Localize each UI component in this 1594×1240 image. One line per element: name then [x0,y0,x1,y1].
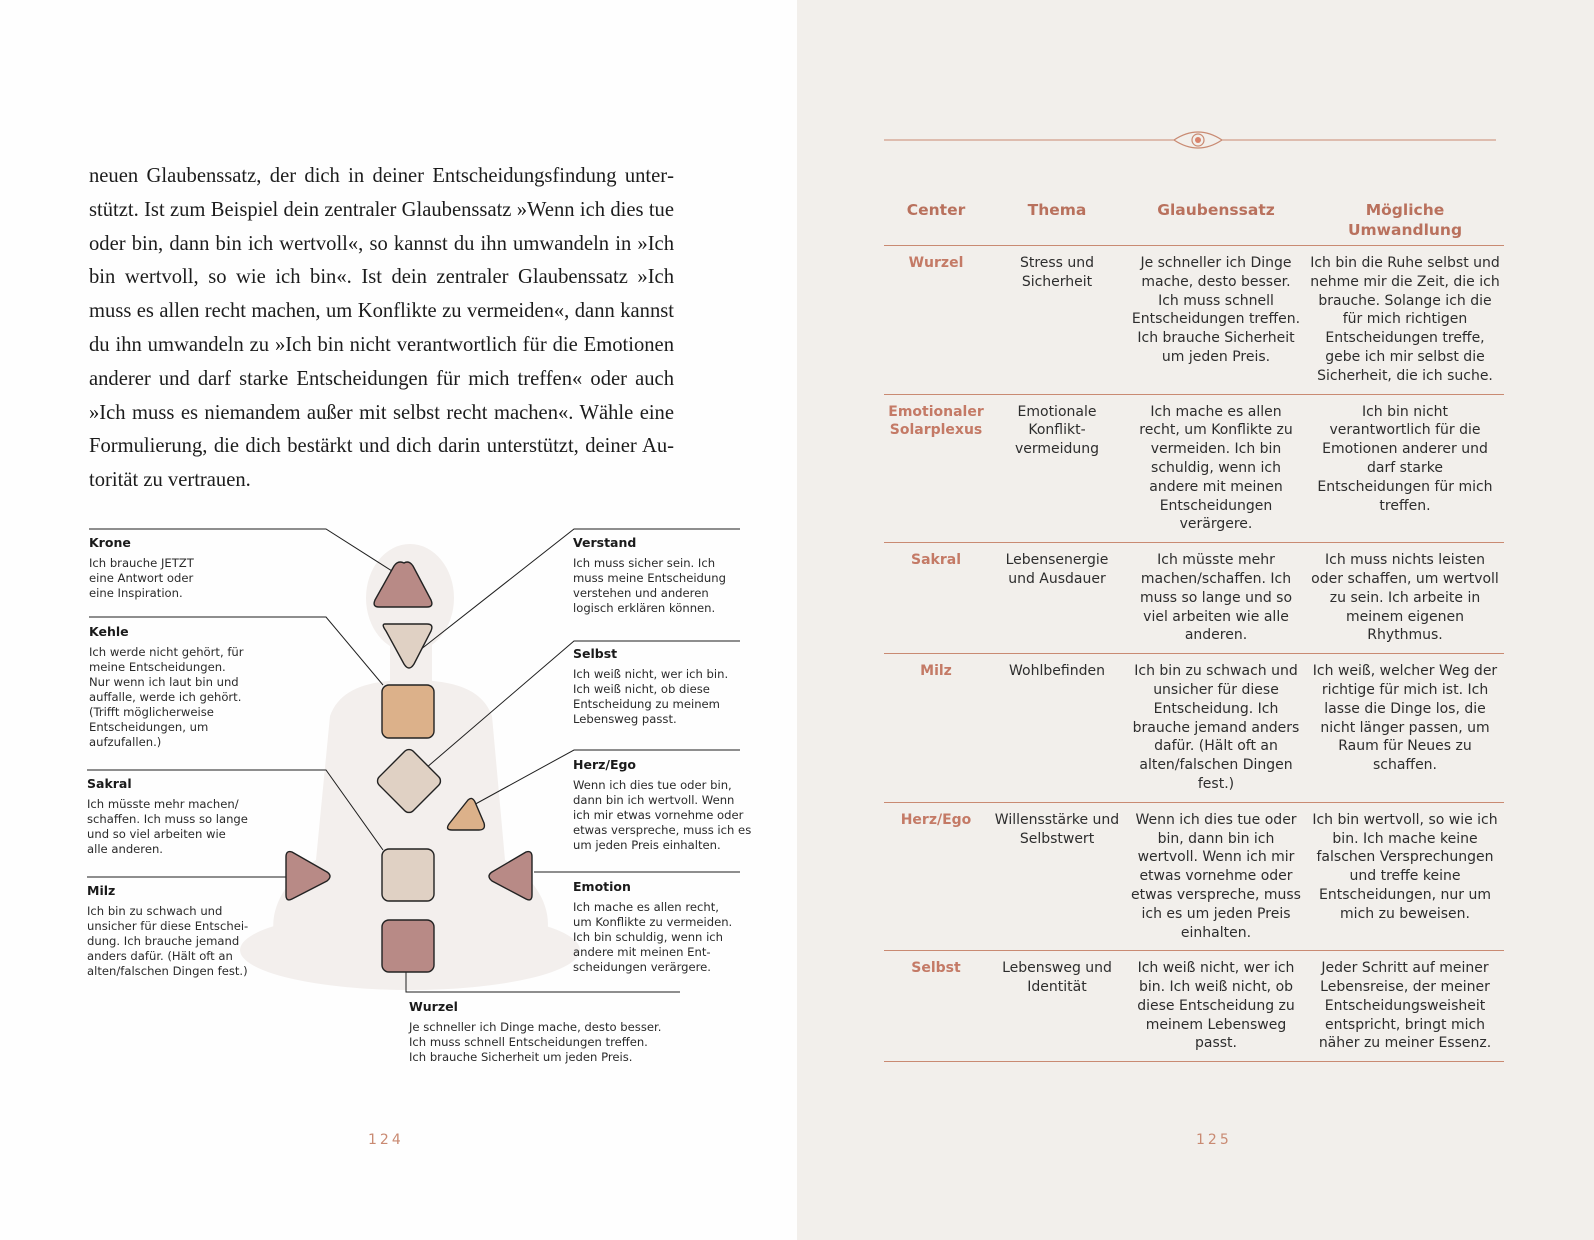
label-kehle [89,624,319,750]
label-herz-title: Herz/Ego [573,757,637,772]
label-wurzel-text: Je schneller ich Dinge mache, desto besser. Ich muss schnell Entscheidungen treffen. Ich brauche Sicherheit um jeden Preis. [409,1020,662,1064]
label-milz-title: Milz [87,883,116,898]
label-kehle-text: Ich werde nicht gehört, für meine Entscheidungen. Nur wenn ich laut bin und auffalle, werde ich gehört. (Trifft möglicherweise Entscheidungen, um aufzufallen.) [89,645,244,749]
cell-thema: Stress und Sicherheit [988,246,1126,395]
label-milz [87,883,317,979]
eye-ornament [884,126,1496,154]
cell-glaubenssatz: Ich bin zu schwach und unsicher für diese Entscheidung. Ich brauche jemand anders dafür. (Hält oft an alten/falschen Dingen fest.) [1126,654,1306,803]
label-verstand-text: Ich muss sicher sein. Ich muss meine Entscheidung verstehen und anderen logisch erklären können. [573,556,726,615]
cell-center: Emotionaler Solarplexus [884,394,988,543]
label-verstand [573,535,793,616]
cell-thema: Emotionale Konfliktvermeidung [988,394,1126,543]
cell-glaubenssatz: Ich weiß nicht, wer ich bin. Ich weiß nicht, ob diese Entscheidung zu meinem Lebensweg passt. [1126,951,1306,1062]
header-umwandlung: Mögliche Umwandlung [1306,196,1504,246]
label-kehle-title: Kehle [89,624,129,639]
label-milz-text: Ich bin zu schwach und unsicher für diese Entschei- dung. Ich brauche jemand anders dafür. (Hält oft an alten/falschen Dingen fest.) [87,904,249,978]
cell-glaubenssatz: Je schneller ich Dinge mache, desto besser. Ich muss schnell Entscheidungen treffen. Ich brauche Sicherheit um jeden Preis. [1126,246,1306,395]
sakral-center [382,849,434,901]
label-sakral-text: Ich müsste mehr machen/ schaffen. Ich muss so lange und so viel arbeiten wie alle anderen. [87,797,248,856]
table-row [884,654,1504,803]
label-emotion-title: Emotion [573,879,631,894]
table-row [884,802,1504,951]
left-page-number: 124 [368,1132,404,1148]
table-row [884,246,1504,395]
cell-umwandlung: Ich bin wertvoll, so wie ich bin. Ich mache keine falschen Versprechungen und treffe keine Entscheidungen, nur um mich zu beweisen. [1306,802,1504,951]
header-glaubenssatz: Glaubenssatz [1126,196,1306,246]
header-thema: Thema [988,196,1126,246]
label-verstand-title: Verstand [573,535,637,550]
cell-glaubenssatz: Wenn ich dies tue oder bin, dann bin ich wertvoll. Wenn ich mir etwas vornehme oder etwas verspreche, muss ich es um jeden Preis einhalten. [1126,802,1306,951]
label-emotion-text: Ich mache es allen recht, um Konflikte zu vermeiden. Ich bin schuldig, wenn ich andere mit meinen Ent- scheidungen verärgere. [573,900,733,974]
table-row [884,951,1504,1062]
kehle-square-center [382,685,434,738]
label-emotion [573,879,793,975]
cell-thema: Willensstärke und Selbstwert [988,802,1126,951]
cell-umwandlung: Ich bin die Ruhe selbst und nehme mir die Zeit, die ich brauche. Solange ich die für mich richtigen Entscheidungen treffe, gebe ich mir selbst die Sicherheit, die ich suche. [1306,246,1504,395]
center-table [884,196,1504,1062]
wurzel-center [382,920,434,972]
header-center: Center [884,196,988,246]
label-sakral [87,776,317,857]
label-wurzel-title: Wurzel [409,999,458,1014]
label-krone [89,535,309,601]
cell-center: Milz [884,654,988,803]
cell-thema: Lebensenergie und Ausdauer [988,543,1126,654]
cell-umwandlung: Ich muss nichts leisten oder schaffen, um wertvoll zu sein. Ich arbeite in meinem eigenen Rhythmus. [1306,543,1504,654]
cell-center: Sakral [884,543,988,654]
label-sakral-title: Sakral [87,776,132,791]
cell-glaubenssatz: Ich müsste mehr machen/schaffen. Ich muss so lange und so viel arbeiten wie alle anderen. [1126,543,1306,654]
cell-umwandlung: Ich weiß, welcher Weg der richtige für mich ist. Ich lasse die Dinge los, die nicht länger passen, um Raum für Neues zu schaffen. [1306,654,1504,803]
label-krone-title: Krone [89,535,131,550]
table-row [884,394,1504,543]
cell-thema: Wohlbefinden [988,654,1126,803]
cell-center: Selbst [884,951,988,1062]
label-wurzel [409,999,709,1065]
cell-umwandlung: Ich bin nicht verantwortlich für die Emotionen anderer und darf starke Entscheidungen für mich treffen. [1306,394,1504,543]
label-krone-text: Ich brauche JETZT eine Antwort oder eine Inspiration. [89,556,194,600]
cell-thema: Lebensweg und Identität [988,951,1126,1062]
table-row [884,543,1504,654]
cell-center: Wurzel [884,246,988,395]
table-header-row [884,196,1504,246]
cell-glaubenssatz: Ich mache es allen recht, um Konflikte zu vermeiden. Ich bin schuldig, wenn ich andere mit meinen Entscheidungen verärgere. [1126,394,1306,543]
label-selbst-title: Selbst [573,646,618,661]
label-herz [573,757,795,853]
label-selbst-text: Ich weiß nicht, wer ich bin. Ich weiß nicht, ob diese Entscheidung zu meinem Lebensweg passt. [573,667,729,726]
right-page-number: 125 [1196,1132,1232,1148]
label-herz-text: Wenn ich dies tue oder bin, dann bin ich wertvoll. Wenn ich mir etwas vornehme oder etwas verspreche, muss ich es um jeden Preis einhalten. [573,778,752,852]
cell-umwandlung: Jeder Schritt auf meiner Lebensreise, der meiner Entscheidungsweisheit entspricht, bringt mich näher zu meiner Essenz. [1306,951,1504,1062]
body-paragraph: neuen Glaubenssatz, der dich in deiner Entscheidungsfindung unterstützt. Ist zum Beispiel dein zentraler Glaubenssatz »Wenn ich dies tue oder bin, dann bin ich wertvoll«, so kannst du ihn umwandeln in »Ich bin wertvoll, so wie ich bin«. Ist dein zentraler Glaubenssatz »Ich muss es allen recht machen, um Konflikte zu vermeiden«, dann kannst du ihn umwandeln zu »Ich bin nicht verantwortlich für die Emotionen anderer und darf starke Entscheidungen für mich treffen« oder auch »Ich muss es niemandem außer mit selbst recht machen«. Wähle eine Formulierung, die dich bestärkt und dich darin unterstützt, deiner Autorität zu vertrauen. [89,165,674,492]
cell-center: Herz/Ego [884,802,988,951]
label-selbst [573,646,793,727]
